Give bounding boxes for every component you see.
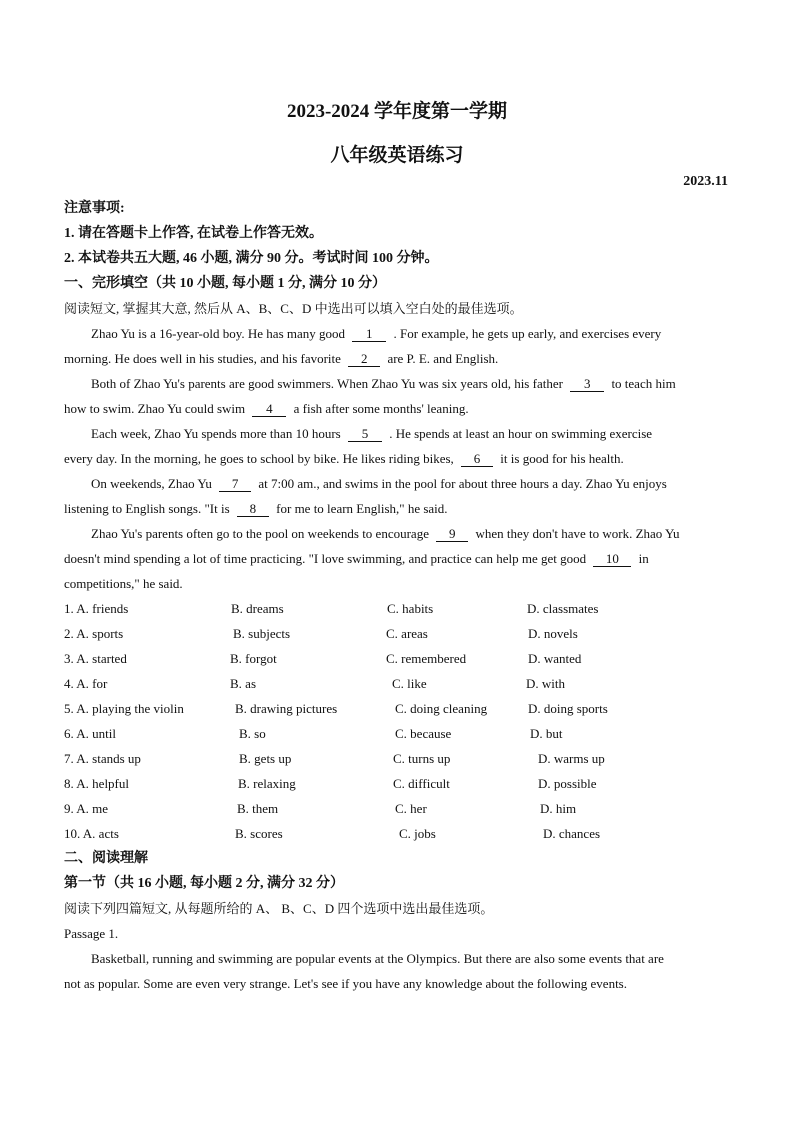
- blank-1: 1: [352, 327, 386, 342]
- option-d: D. with: [526, 676, 565, 691]
- option-b: B. dreams: [231, 601, 284, 616]
- passage-line: not as popular. Some are even very strange. Let's see if you have any knowledge about the following events.: [64, 976, 627, 991]
- question-options: [64, 821, 730, 846]
- question-options: [64, 621, 730, 646]
- passage-text: it is good for his health.: [500, 451, 624, 466]
- passage-text: listening to English songs. "It is: [64, 501, 230, 516]
- passage-text: in: [638, 551, 649, 566]
- option-a: 6. A. until: [64, 726, 117, 741]
- question-options: [64, 646, 730, 671]
- question-options: [64, 696, 730, 721]
- passage-line: [64, 421, 730, 446]
- question-options: [64, 796, 730, 821]
- cloze-paragraph: [64, 471, 730, 521]
- notes-heading: 注意事项:: [64, 201, 125, 216]
- cloze-paragraph: [64, 421, 730, 471]
- option-a: 7. A. stands up: [64, 751, 141, 766]
- question-options: [64, 721, 730, 746]
- options-list: [64, 596, 730, 846]
- passage-line: [64, 496, 730, 521]
- option-c: C. turns up: [393, 751, 451, 766]
- exam-subtitle: 八年级英语练习: [330, 145, 464, 166]
- section2-instruction: 阅读下列四篇短文, 从每题所给的 A、 B、C、D 四个选项中选出最佳选项。: [64, 901, 494, 916]
- passage-text: for me to learn English," he said.: [276, 501, 448, 516]
- option-a: 2. A. sports: [64, 626, 124, 641]
- option-b: B. as: [230, 676, 256, 691]
- blank-8: 8: [237, 502, 269, 517]
- passage-text: Zhao Yu's parents often go to the pool on weekends to encourage: [91, 526, 429, 541]
- option-d: D. him: [540, 801, 577, 816]
- option-b: B. drawing pictures: [235, 701, 338, 716]
- option-c: C. jobs: [399, 826, 436, 841]
- note-item: 2. 本试卷共五大题, 46 小题, 满分 90 分。考试时间 100 分钟。: [64, 251, 439, 266]
- option-b: B. gets up: [239, 751, 292, 766]
- blank-2: 2: [348, 352, 380, 367]
- passage-text: every day. In the morning, he goes to school by bike. He likes riding bikes,: [64, 451, 454, 466]
- cloze-paragraph: [64, 321, 730, 371]
- option-d: D. warms up: [538, 751, 605, 766]
- passage-text: . He spends at least an hour on swimming exercise: [389, 426, 653, 441]
- option-c: C. because: [395, 726, 452, 741]
- passage-text: On weekends, Zhao Yu: [91, 476, 212, 491]
- passage-line: [64, 396, 730, 421]
- passage-text: at 7:00 am., and swims in the pool for about three hours a day. Zhao Yu enjoys: [258, 476, 667, 491]
- option-b: B. forgot: [230, 651, 277, 666]
- option-d: D. novels: [528, 626, 578, 641]
- passage-line: [64, 521, 730, 546]
- option-c: C. her: [395, 801, 427, 816]
- passage-text: a fish after some months' leaning.: [293, 401, 469, 416]
- passage-text: doesn't mind spending a lot of time practicing. "I love swimming, and practice can help me get good: [64, 551, 587, 566]
- passage-text: Zhao Yu is a 16-year-old boy. He has many good: [91, 326, 346, 341]
- passage-line: Basketball, running and swimming are popular events at the Olympics. But there are also some events that are: [91, 951, 664, 966]
- option-a: 10. A. acts: [64, 826, 119, 841]
- section1-instruction: 阅读短文, 掌握其大意, 然后从 A、B、C、D 中选出可以填入空白处的最佳选项。: [64, 301, 523, 316]
- section1-heading: 一、完形填空（共 10 小题, 每小题 1 分, 满分 10 分）: [64, 276, 386, 291]
- passage-text: competitions," he said.: [64, 576, 183, 591]
- option-d: D. doing sports: [528, 701, 608, 716]
- option-c: C. habits: [387, 601, 434, 616]
- option-a: 3. A. started: [64, 651, 127, 666]
- blank-7: 7: [219, 477, 251, 492]
- option-c: C. areas: [386, 626, 428, 641]
- option-b: B. subjects: [233, 626, 291, 641]
- question-options: [64, 671, 730, 696]
- passage-text: Both of Zhao Yu's parents are good swimmers. When Zhao Yu was six years old, his father: [91, 376, 563, 391]
- section2-heading: 二、阅读理解: [64, 851, 148, 866]
- option-c: C. difficult: [393, 776, 450, 791]
- section2-part1-heading: 第一节（共 16 小题, 每小题 2 分, 满分 32 分）: [64, 876, 344, 891]
- passage-line: [64, 371, 730, 396]
- exam-content: [64, 196, 730, 996]
- option-b: B. relaxing: [238, 776, 296, 791]
- question-options: [64, 596, 730, 621]
- blank-9: 9: [436, 527, 468, 542]
- blank-6: 6: [461, 452, 493, 467]
- passage-line: [64, 571, 730, 596]
- passage-line: [64, 321, 730, 346]
- passage-line: [64, 546, 730, 571]
- cloze-paragraph: [64, 521, 730, 596]
- passage-text: when they don't have to work. Zhao Yu: [475, 526, 680, 541]
- passage-text: how to swim. Zhao Yu could swim: [64, 401, 246, 416]
- option-a: 8. A. helpful: [64, 776, 129, 791]
- option-d: D. classmates: [527, 601, 599, 616]
- exam-title: 2023-2024 学年度第一学期: [286, 101, 508, 122]
- option-d: D. wanted: [528, 651, 582, 666]
- passage-text: . For example, he gets up early, and exercises every: [393, 326, 662, 341]
- question-options: [64, 771, 730, 796]
- passage-line: [64, 471, 730, 496]
- passage-line: [64, 446, 730, 471]
- blank-5: 5: [348, 427, 382, 442]
- passage-label: Passage 1.: [64, 926, 119, 941]
- passage-text: to teach him: [611, 376, 676, 391]
- question-options: [64, 746, 730, 771]
- passage-text: morning. He does well in his studies, and his favorite: [64, 351, 341, 366]
- option-c: C. remembered: [386, 651, 467, 666]
- option-a: 5. A. playing the violin: [64, 701, 184, 716]
- blank-3: 3: [570, 377, 604, 392]
- option-d: D. but: [530, 726, 563, 741]
- option-a: 1. A. friends: [64, 601, 129, 616]
- option-d: D. chances: [543, 826, 601, 841]
- blank-4: 4: [252, 402, 286, 417]
- blank-10: 10: [593, 552, 631, 567]
- option-c: C. like: [392, 676, 427, 691]
- option-b: B. so: [239, 726, 266, 741]
- option-d: D. possible: [538, 776, 597, 791]
- option-a: 4. A. for: [64, 676, 108, 691]
- option-a: 9. A. me: [64, 801, 109, 816]
- cloze-paragraph: [64, 371, 730, 421]
- passage-text: Each week, Zhao Yu spends more than 10 hours: [91, 426, 341, 441]
- passage-line: [64, 346, 730, 371]
- exam-date: 2023.11: [683, 174, 728, 189]
- passage-text: are P. E. and English.: [387, 351, 499, 366]
- option-b: B. them: [237, 801, 279, 816]
- option-c: C. doing cleaning: [395, 701, 488, 716]
- option-b: B. scores: [235, 826, 283, 841]
- note-item: 1. 请在答题卡上作答, 在试卷上作答无效。: [64, 226, 323, 241]
